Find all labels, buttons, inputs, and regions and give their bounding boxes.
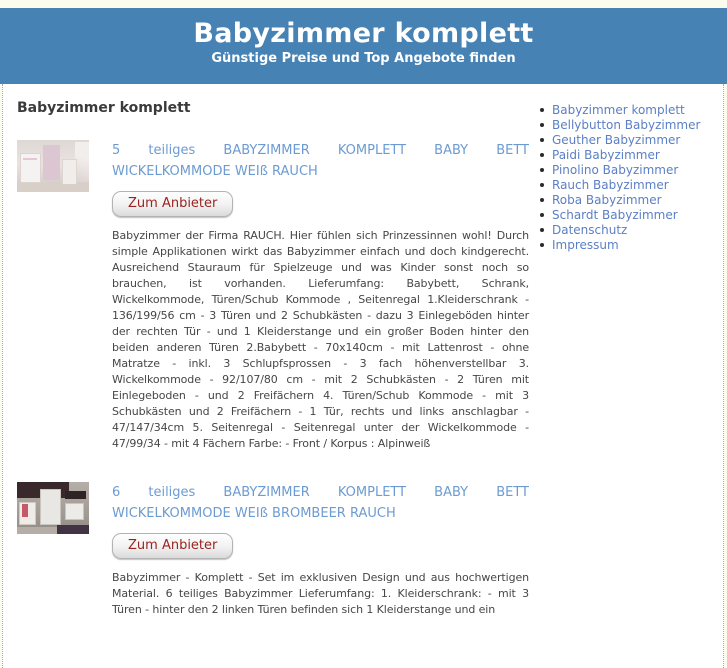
bullet-icon: [540, 243, 544, 247]
product-body: [112, 140, 530, 452]
bullet-icon: [540, 198, 544, 202]
sidebar-item: [540, 194, 723, 207]
product-body: [112, 482, 530, 618]
sidebar-navigation: [530, 84, 723, 254]
product-description: Babyzimmer der Firma RAUCH. Hier fühlen sich Prinzessinnen wohl! Durch simple Applikationen wirkt das Babyzimmer einfach und doch kindgerecht. Ausreichend Stauraum für Spielzeuge und was Kinder sonst noch so brauchen, ist vorhanden. Lieferumfang: Babybett, Schrank, Wickelkommode, Türen/Schub Kommode , Seitenregal 1.Kleiderschrank - 136/199/56 cm - 3 Türen und 2 Schubkästen - dazu 3 Einlegeböden hinter der rechten Tür - und 1 Kleiderstange und ein großer Boden hinter den beiden anderen Türen 2.Babybett - 70x140cm - mit Lattenrost - ohne Matratze - inkl. 3 Schlupfsprossen - 3 fach höhenverstellbar 3. Wickelkommode - 92/107/80 cm - mit 2 Schubkästen - 2 Türen mit Einlegeboden - und 2 Freifächern 4. Türen/Schub Kommode - mit 3 Schubkästen und 2 Freifächern - 1 Tür, rechts und links anschlagbar - 47/147/34cm 5. Seitenregal - Seitenregal unter der Wickelkommode - 47/99/34 - mit 4 Fächern Farbe: - Front / Korpus : Alpinweiß: [112, 229, 529, 450]
sidebar-item: [540, 164, 723, 177]
sidebar-item-geuther-babyzimmer[interactable]: Geuther Babyzimmer: [552, 133, 681, 147]
sidebar-item: [540, 239, 723, 252]
product-thumbnail[interactable]: [17, 482, 89, 534]
site-subtitle: Günstige Preise und Top Angebote finden: [211, 51, 516, 66]
photo-rug-shape: [57, 525, 89, 534]
photo-crib-shape: [62, 159, 77, 185]
bullet-icon: [540, 213, 544, 217]
photo-shelf-shape: [65, 491, 86, 499]
photo-floor-shape: [17, 527, 57, 534]
sidebar-item-roba-babyzimmer[interactable]: Roba Babyzimmer: [552, 193, 662, 207]
product-row: [17, 140, 530, 452]
site-header: [0, 8, 727, 84]
sidebar-item: [540, 119, 723, 132]
product-title-link[interactable]: 5 teiliges BABYZIMMER KOMPLETT BABY BETT WICKELKOMMODE WEIß RAUCH: [112, 143, 529, 179]
product-thumbnail[interactable]: [17, 140, 89, 192]
bullet-icon: [540, 153, 544, 157]
bullet-icon: [540, 168, 544, 172]
content-wrapper: [2, 84, 724, 668]
sidebar-item-datenschutz[interactable]: Datenschutz: [552, 223, 628, 237]
sidebar-item: [540, 149, 723, 162]
sidebar-item-schardt-babyzimmer[interactable]: Schardt Babyzimmer: [552, 208, 678, 222]
sidebar-link-list: [540, 104, 723, 252]
bullet-icon: [540, 108, 544, 112]
site-title: Babyzimmer komplett: [193, 18, 534, 49]
photo-floor-shape: [17, 184, 89, 192]
bullet-icon: [540, 138, 544, 142]
sidebar-item: [540, 134, 723, 147]
photo-towel-shape: [22, 504, 28, 517]
photo-wall-shape: [43, 145, 60, 180]
zum-anbieter-button[interactable]: Zum Anbieter: [112, 533, 233, 559]
sidebar-item-bellybutton-babyzimmer[interactable]: Bellybutton Babyzimmer: [552, 118, 701, 132]
sidebar-item-babyzimmer-komplett[interactable]: Babyzimmer komplett: [552, 103, 685, 117]
photo-knobs-shape: [23, 158, 37, 160]
bullet-icon: [540, 183, 544, 187]
sidebar-item: [540, 104, 723, 117]
photo-cabinet-shape: [65, 503, 84, 520]
sidebar-item: [540, 209, 723, 222]
photo-wardrobe-shape: [40, 489, 61, 525]
sidebar-item: [540, 179, 723, 192]
photo-canopy-shape: [75, 142, 89, 182]
product-description: Babyzimmer - Komplett - Set im exklusiven Design und aus hochwertigen Material. 6 teiliges Babyzimmer Lieferumfang: 1. Kleiderschrank: - mit 3 Türen - hinter den 2 linken Türen befinden sich 1 Kleiderstange und ein: [112, 571, 529, 616]
main-column: [3, 84, 530, 668]
bullet-icon: [540, 123, 544, 127]
sidebar-item-impressum[interactable]: Impressum: [552, 238, 619, 252]
zum-anbieter-button[interactable]: Zum Anbieter: [112, 191, 233, 217]
page-heading: Babyzimmer komplett: [17, 100, 191, 116]
product-row: [17, 482, 530, 618]
bullet-icon: [540, 228, 544, 232]
sidebar-item-pinolino-babyzimmer[interactable]: Pinolino Babyzimmer: [552, 163, 679, 177]
sidebar-item-rauch-babyzimmer[interactable]: Rauch Babyzimmer: [552, 178, 669, 192]
sidebar-item: [540, 224, 723, 237]
sidebar-item-paidi-babyzimmer[interactable]: Paidi Babyzimmer: [552, 148, 660, 162]
product-title-link[interactable]: 6 teiliges BABYZIMMER KOMPLETT BABY BETT WICKELKOMMODE WEIß BROMBEER RAUCH: [112, 485, 529, 521]
